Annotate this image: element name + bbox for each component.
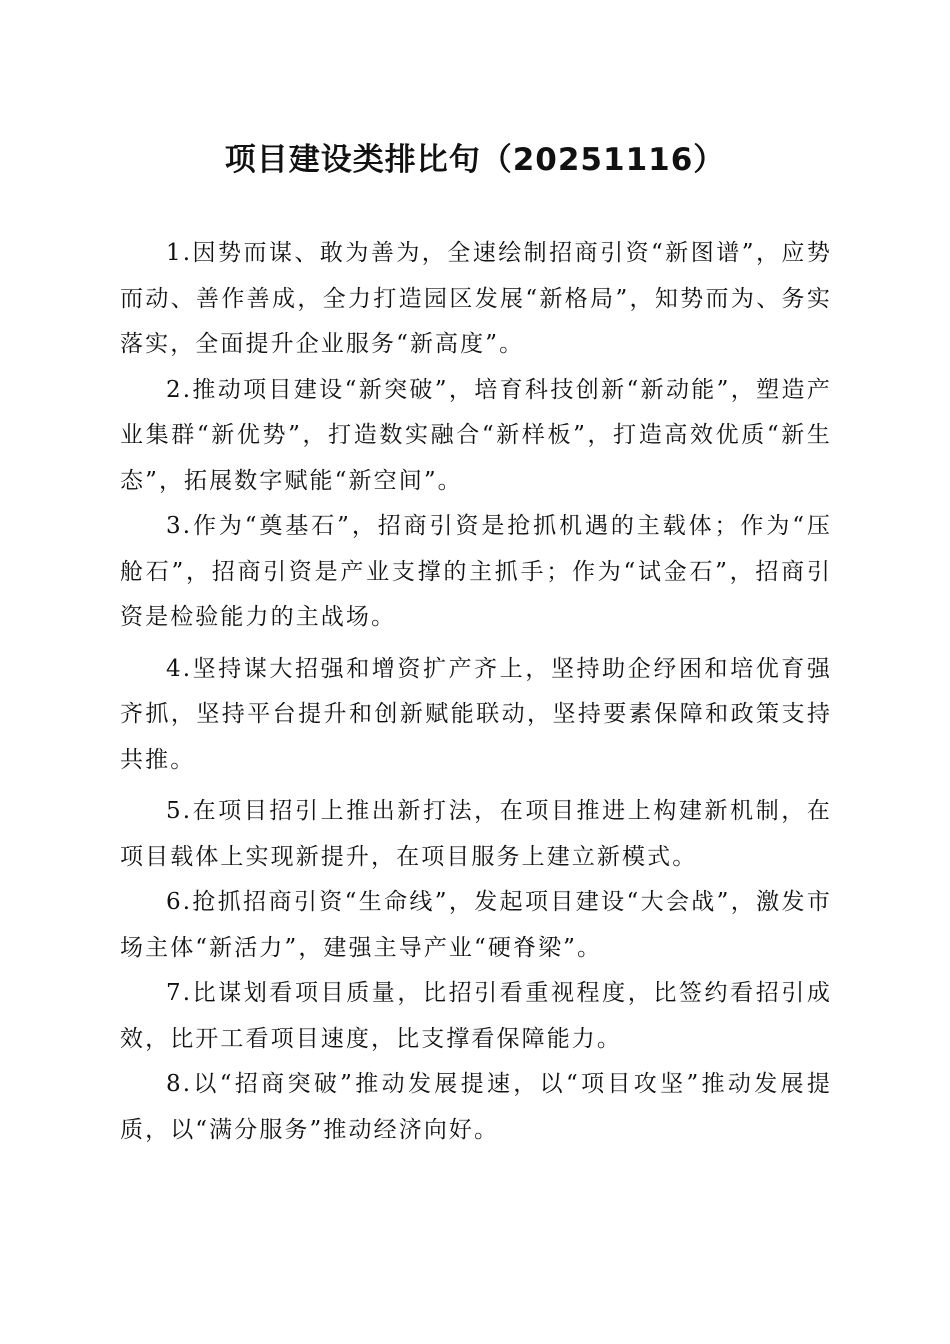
document-body <box>120 231 832 1153</box>
paragraph-2: 2.推动项目建设“新突破”，培育科技创新“新动能”，塑造产业集群“新优势”，打造数实融合“新样板”，打造高效优质“新生态”，拓展数字赋能“新空间”。 <box>120 376 832 494</box>
paragraph-8: 8.以“招商突破”推动发展提速，以“项目攻坚”推动发展提质，以“满分服务”推动经济向好。 <box>120 1071 832 1143</box>
paragraph-1: 1.因势而谋、敢为善为，全速绘制招商引资“新图谱”，应势而动、善作善成，全力打造园区发展“新格局”，知势而为、务实落实，全面提升企业服务“新高度”。 <box>120 240 832 357</box>
paragraph-4: 4.坚持谋大招强和增资扩产齐上，坚持助企纾困和培优育强齐抓，坚持平台提升和创新赋能联动，坚持要素保障和政策支持共推。 <box>120 655 832 773</box>
paragraph-7: 7.比谋划看项目质量，比招引看重视程度，比签约看招引成效，比开工看项目速度，比支撑看保障能力。 <box>120 980 832 1052</box>
document-title: 项目建设类排比句（20251116） <box>224 142 726 178</box>
paragraph-5: 5.在项目招引上推出新打法，在项目推进上构建新机制，在项目载体上实现新提升，在项目服务上建立新模式。 <box>120 798 832 870</box>
paragraph-3: 3.作为“奠基石”，招商引资是抢抓机遇的主载体；作为“压舱石”，招商引资是产业支撑的主抓手；作为“试金石”，招商引资是检验能力的主战场。 <box>120 513 832 630</box>
paragraph-6: 6.抢抓招商引资“生命线”，发起项目建设“大会战”，激发市场主体“新活力”，建强主导产业“硬脊梁”。 <box>120 889 832 961</box>
